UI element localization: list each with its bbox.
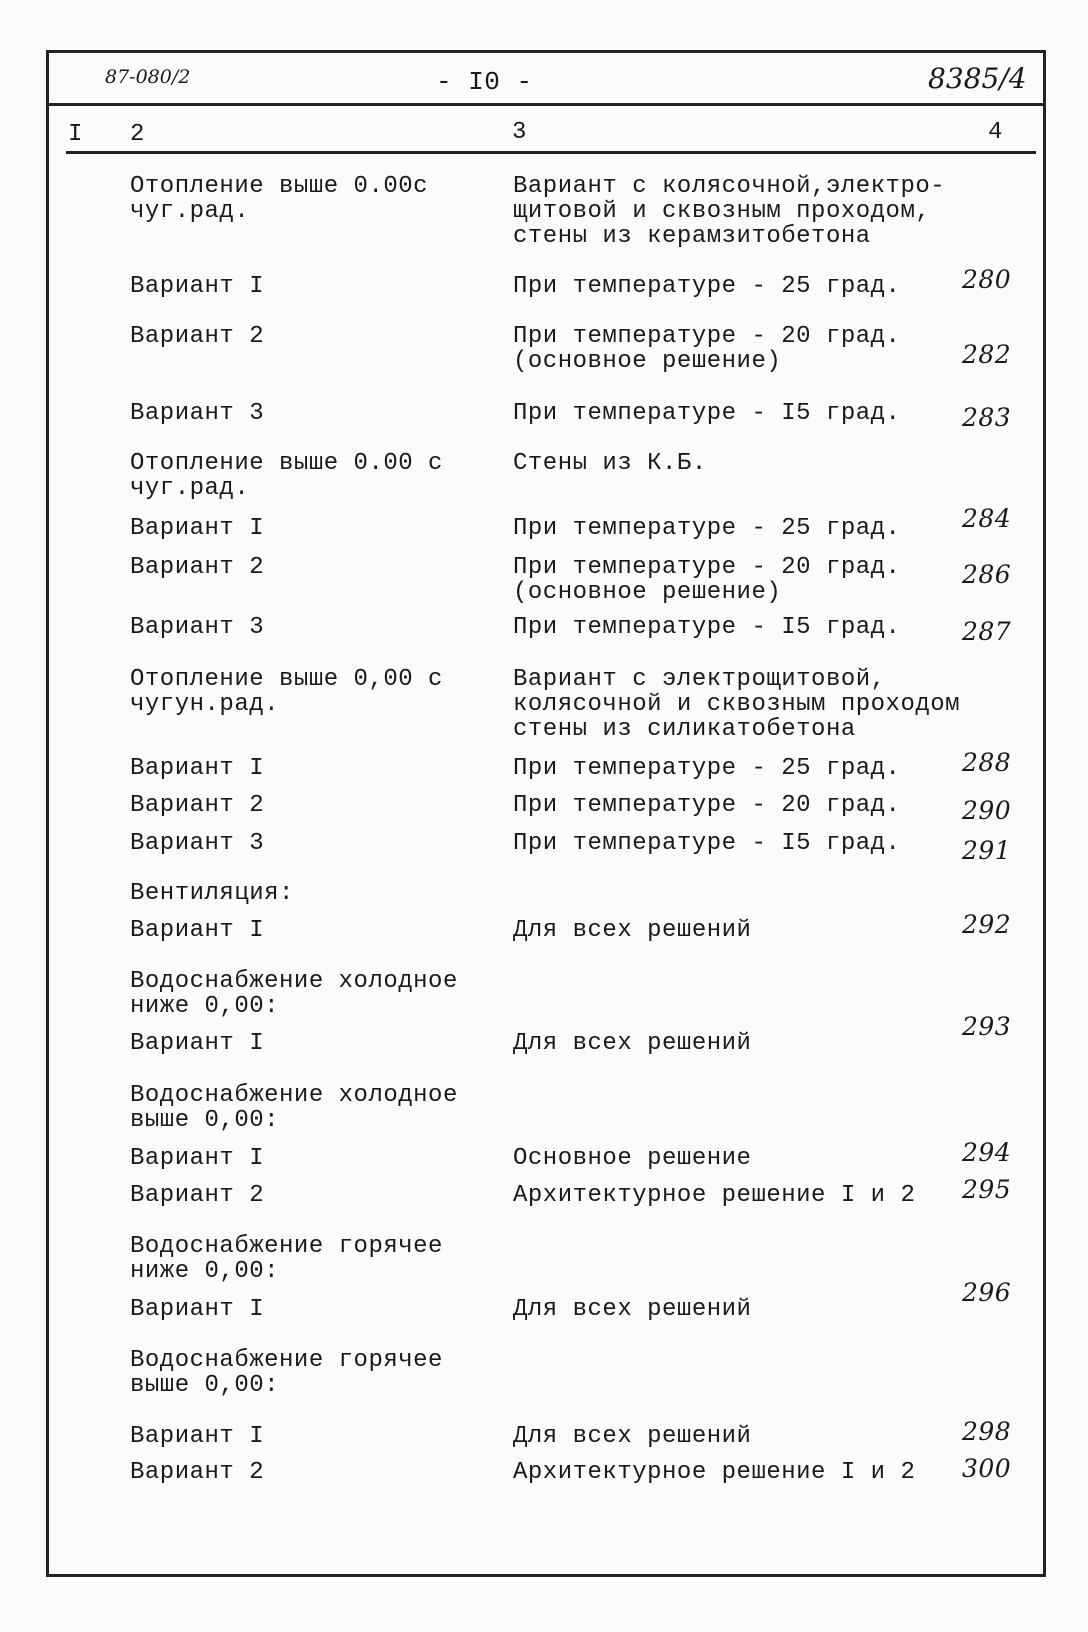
- item-description: При температуре - 25 град.: [513, 273, 901, 300]
- item-label: Вариант 3: [130, 614, 265, 641]
- header-divider: [46, 103, 1046, 106]
- doc-code: 87-080/2: [105, 66, 191, 88]
- page-ref: 283: [962, 403, 1012, 432]
- item-label: Вариант I: [130, 1423, 265, 1450]
- item-label: Вариант 2: [130, 1182, 265, 1209]
- column-header-1: I: [68, 121, 83, 148]
- page-ref: 288: [962, 748, 1012, 777]
- item-label: Вентиляция:: [130, 880, 294, 907]
- item-description: При температуре - 20 град.: [513, 792, 901, 819]
- column-header-4: 4: [988, 119, 1003, 146]
- item-label: Вариант 3: [130, 830, 265, 857]
- item-description: Вариант с колясочной,электро- щитовой и сквозным проходом, стены из керамзитобетона: [513, 173, 946, 250]
- column-header-divider: [66, 151, 1036, 154]
- item-description: При температуре - I5 град.: [513, 614, 901, 641]
- column-header-3: 3: [512, 119, 527, 146]
- page-ref: 298: [962, 1417, 1012, 1446]
- item-label: Вариант 2: [130, 1459, 265, 1486]
- item-label: Отопление выше 0,00 с чугун.рад.: [130, 666, 443, 718]
- item-description: При температуре - 20 град. (основное решение): [513, 554, 901, 606]
- item-label: Водоснабжение горячее ниже 0,00:: [130, 1233, 443, 1285]
- item-description: Для всех решений: [513, 917, 752, 944]
- item-description: Архитектурное решение I и 2: [513, 1182, 916, 1209]
- page-ref: 296: [962, 1278, 1012, 1307]
- item-label: Водоснабжение холодное выше 0,00:: [130, 1082, 458, 1134]
- page-ref: 291: [962, 836, 1012, 865]
- item-description: Стены из К.Б.: [513, 450, 707, 477]
- page-ref: 294: [962, 1138, 1012, 1167]
- sheet-ref: 8385/4: [928, 62, 1027, 95]
- item-description: Для всех решений: [513, 1030, 752, 1057]
- page-ref: 295: [962, 1175, 1012, 1204]
- item-description: При температуре - I5 град.: [513, 400, 901, 427]
- item-description: При температуре - 25 град.: [513, 755, 901, 782]
- item-description: Для всех решений: [513, 1296, 752, 1323]
- item-label: Вариант I: [130, 755, 265, 782]
- item-description: Вариант с электрощитовой, колясочной и сквозным проходом стены из силикатобетона: [513, 666, 961, 743]
- item-label: Водоснабжение горячее выше 0,00:: [130, 1347, 443, 1399]
- page-ref: 280: [962, 265, 1012, 294]
- item-description: Для всех решений: [513, 1423, 752, 1450]
- item-label: Вариант 3: [130, 400, 265, 427]
- item-label: Вариант 2: [130, 323, 265, 350]
- page-ref: 290: [962, 796, 1012, 825]
- page-ref: 284: [962, 504, 1012, 533]
- page-ref: 292: [962, 910, 1012, 939]
- item-label: Водоснабжение холодное ниже 0,00:: [130, 968, 458, 1020]
- item-description: Основное решение: [513, 1145, 752, 1172]
- page-number: - I0 -: [436, 67, 533, 97]
- page-ref: 300: [962, 1454, 1012, 1483]
- item-label: Вариант 2: [130, 554, 265, 581]
- page-ref: 282: [962, 340, 1012, 369]
- item-label: Вариант I: [130, 1296, 265, 1323]
- page-ref: 286: [962, 560, 1012, 589]
- item-description: При температуре - 25 град.: [513, 515, 901, 542]
- item-label: Вариант 2: [130, 792, 265, 819]
- page-ref: 293: [962, 1012, 1012, 1041]
- item-label: Вариант I: [130, 273, 265, 300]
- item-description: При температуре - 20 град. (основное решение): [513, 323, 901, 375]
- page-ref: 287: [962, 617, 1012, 646]
- item-description: При температуре - I5 град.: [513, 830, 901, 857]
- item-label: Вариант I: [130, 515, 265, 542]
- item-label: Вариант I: [130, 1030, 265, 1057]
- item-label: Отопление выше 0.00 с чуг.рад.: [130, 450, 443, 502]
- item-label: Вариант I: [130, 1145, 265, 1172]
- item-label: Вариант I: [130, 917, 265, 944]
- item-description: Архитектурное решение I и 2: [513, 1459, 916, 1486]
- item-label: Отопление выше 0.00с чуг.рад.: [130, 173, 429, 225]
- column-header-2: 2: [130, 121, 145, 148]
